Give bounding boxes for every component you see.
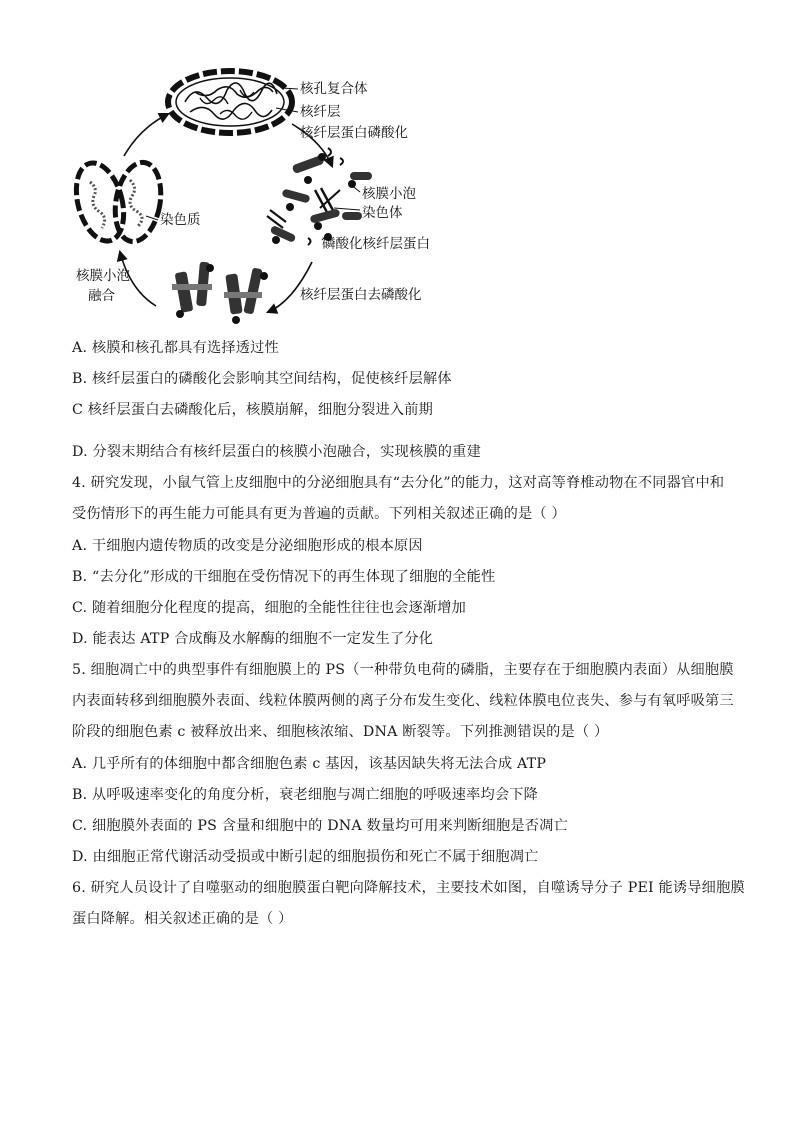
q4-option-d: D. 能表达 ATP 合成酶及水解酶的细胞不一定发生了分化: [72, 631, 434, 647]
figure-svg: [60, 62, 480, 334]
label-lamina: 核纤层: [300, 104, 341, 120]
q5-option-b: B. 从呼吸速率变化的角度分析，衰老细胞与凋亡细胞的呼吸速率均会下降: [72, 787, 539, 803]
intact-nucleus-drawing: [168, 71, 292, 133]
q4-option-c: C. 随着细胞分化程度的提高，细胞的全能性往往也会逐渐增加: [72, 600, 467, 616]
nuclear-envelope-cycle-figure: [60, 62, 480, 334]
q5-option-d: D. 由细胞正常代谢活动受损或中断引起的细胞损伤和死亡不属于细胞凋亡: [72, 849, 539, 865]
label-fusion-line2: 融合: [88, 288, 115, 304]
q4-stem-line1: 4. 研究发现，小鼠气管上皮细胞中的分泌细胞具有“去分化”的能力，这对高等脊椎动物在不同器官中和: [72, 475, 725, 491]
label-fusion-line1: 核膜小泡: [76, 268, 130, 284]
vesicles-chromosomes-drawing: [267, 148, 372, 245]
q3-option-c: C 核纤层蛋白去磷酸化后，核膜崩解，细胞分裂进入前期: [72, 402, 434, 418]
label-chromosome: 染色体: [362, 205, 403, 221]
cycle-arrows: [120, 114, 332, 312]
label-pore-complex: 核孔复合体: [300, 81, 368, 97]
q6-stem-line2: 蛋白降解。相关叙述正确的是（ ）: [72, 911, 293, 927]
q4-option-a: A. 干细胞内遗传物质的改变是分泌细胞形成的根本原因: [72, 538, 423, 554]
q3-option-a: A. 核膜和核孔都具有选择透过性: [72, 340, 279, 356]
q6-stem-line1: 6. 研究人员设计了自噬驱动的细胞膜蛋白靶向降解技术，主要技术如图，自噬诱导分子 PEI 能诱导细胞膜: [72, 880, 745, 896]
label-chromatin: 染色质: [160, 212, 201, 228]
label-dephosphorylation: 核纤层蛋白去磷酸化: [300, 287, 422, 303]
q4-option-b: B. “去分化”形成的干细胞在受伤情况下的再生体现了细胞的全能性: [72, 569, 496, 585]
q3-option-b: B. 核纤层蛋白的磷酸化会影响其空间结构，促使核纤层解体: [72, 371, 452, 387]
q5-stem-line2: 内表面转移到细胞膜外表面、线粒体膜两侧的离子分布发生变化、线粒体膜电位丧失、参与有氧呼吸第三: [72, 693, 734, 709]
daughter-nuclei-drawing: [68, 158, 166, 247]
q5-stem-line1: 5. 细胞凋亡中的典型事件有细胞膜上的 PS（一种带负电荷的磷脂，主要存在于细胞膜内表面）从细胞膜: [72, 662, 734, 678]
label-lamina-phosphorylation: 核纤层蛋白磷酸化: [300, 125, 408, 141]
q5-option-c: C. 细胞膜外表面的 PS 含量和细胞中的 DNA 数量均可用来判断细胞是否凋亡: [72, 818, 568, 834]
q5-stem-line3: 阶段的细胞色素 c 被释放出来、细胞核浓缩、DNA 断裂等。下列推测错误的是（ ）: [72, 724, 609, 740]
vesicle-fusion-drawing: [172, 262, 268, 324]
label-vesicle: 核膜小泡: [362, 186, 416, 202]
q3-option-d: D. 分裂末期结合有核纤层蛋白的核膜小泡融合，实现核膜的重建: [72, 444, 481, 460]
label-phosphorylated-lamin: 磷酸化核纤层蛋白: [322, 236, 430, 252]
q5-option-a: A. 几乎所有的体细胞中都含细胞色素 c 基因，该基因缺失将无法合成 ATP: [72, 756, 547, 772]
q4-stem-line2: 受伤情形下的再生能力可能具有更为普遍的贡献。下列相关叙述正确的是（ ）: [72, 506, 566, 522]
